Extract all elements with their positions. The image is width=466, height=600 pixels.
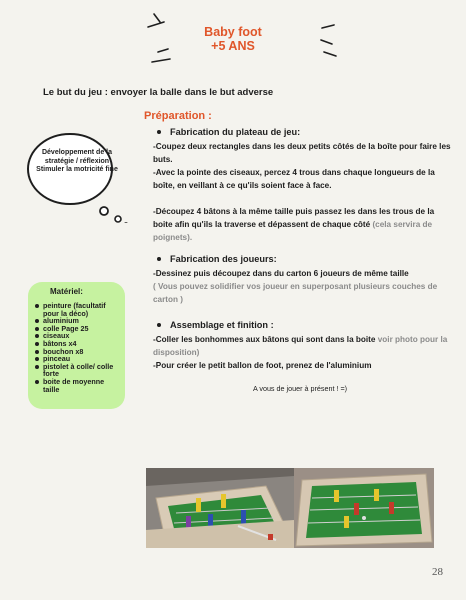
bullet-icon — [157, 323, 161, 327]
assemblage-step-1-note: voir photo pour la disposition) — [153, 335, 448, 357]
list-item: colle Page 25 — [34, 325, 122, 333]
thought-bubble-text: Développement de la stratégie / réflexion Stimuler la motricité fine — [36, 149, 118, 173]
assemblage-step-1-text: -Coller les bonhommes aux bâtons qui sont dans la boite — [153, 335, 376, 344]
joueurs-step-1-note: ( Vous pouvez solidifier vos joueur en superposant plusieurs couches de carton ) — [153, 282, 438, 304]
list-item: pistolet à colle/ colle forte — [34, 363, 122, 378]
left-dashes-icon — [140, 8, 174, 64]
preparation-title: Préparation : — [144, 110, 212, 122]
page-title — [0, 25, 466, 53]
list-item: bouchon x8 — [34, 348, 122, 356]
right-dashes-icon — [318, 22, 340, 62]
joueurs-step-1: -Dessinez puis découpez dans du carton 6 joueurs de même taille — [153, 269, 409, 278]
list-item: ciseaux — [34, 332, 122, 340]
foosball-photo-2 — [294, 468, 434, 548]
plateau-step-3 — [153, 205, 453, 244]
assemblage-step-1 — [153, 333, 453, 359]
assemblage-step-2: -Pour créer le petit ballon de foot, prenez de l'aluminium — [153, 361, 372, 370]
materiel-list — [34, 302, 122, 393]
thought-bubble-icon — [24, 131, 130, 223]
plateau-step-3-note: (cela servira de poignets). — [153, 220, 433, 242]
closing-text: A vous de jouer à présent ! =) — [252, 384, 348, 393]
plateau-step-3-text: -Découpez 4 bâtons à la même taille puis passez les dans les trous de la boite afin qu'ils la traverse et dépassent de chaque côté — [153, 207, 435, 229]
game-goal: Le but du jeu : envoyer la balle dans le but adverse — [43, 87, 274, 98]
section-heading-text: Fabrication du plateau de jeu: — [170, 127, 301, 137]
page-number: 28 — [432, 566, 443, 578]
list-item: boite de moyenne taille — [34, 378, 122, 393]
list-item: bâtons x4 — [34, 340, 122, 348]
section-heading-text: Assemblage et finition : — [170, 320, 274, 330]
section-heading-plateau — [157, 127, 300, 137]
plateau-step-1: -Coupez deux rectangles dans les deux petits côtés de la boîte pour faire les buts. — [153, 142, 451, 164]
section-heading-text: Fabrication des joueurs: — [170, 254, 277, 264]
bullet-icon — [157, 257, 161, 261]
title-line-1: Baby foot — [204, 25, 262, 39]
section-heading-assemblage — [157, 320, 274, 330]
title-line-2: +5 ANS — [211, 39, 255, 53]
bullet-icon — [157, 130, 161, 134]
materiel-title: Matériel: — [50, 287, 83, 296]
plateau-step-2: -Avec la pointe des ciseaux, percez 4 trous dans chaque longueurs de la boîte, en veillant à ce qu'ils soient face à face. — [153, 168, 435, 190]
section-heading-joueurs — [157, 254, 277, 264]
list-item: aluminium — [34, 317, 122, 325]
list-item: peinture (facultatif pour la déco) — [34, 302, 122, 317]
foosball-photo-1 — [146, 468, 294, 548]
list-item: pinceau — [34, 355, 122, 363]
